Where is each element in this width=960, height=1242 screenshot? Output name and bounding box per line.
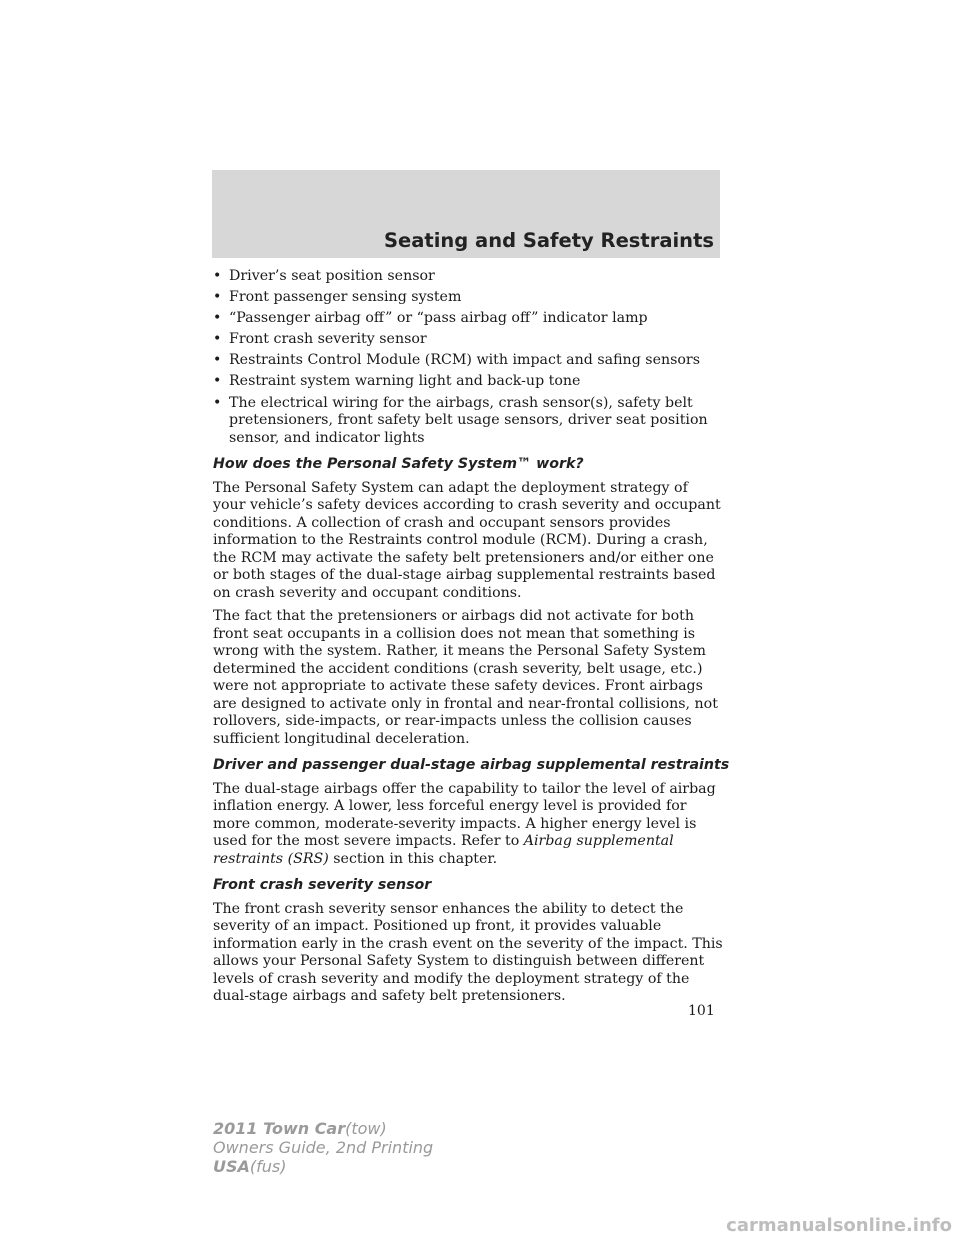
bullet-icon: • [213,394,222,411]
paragraph: The Personal Safety System can adapt the deployment strategy of your vehicle’s safety devices according to crash severity and occupant conditions. A collection of crash and occupant sensors provides information to the Restraints control module (RCM). During a crash, the RCM may activate the safety belt pretensioners and/or either one or both stages of the dual-stage airbag supplemental restraints based on crash severity and occupant conditions. [213,479,721,601]
footer-line: Owners Guide, 2nd Printing [213,1138,434,1157]
list-item: • Restraint system warning light and back-up tone [213,373,581,390]
list-item: • Restraints Control Module (RCM) with impact and safing sensors [213,352,700,369]
list-item: • Front crash severity sensor [213,331,427,348]
bullet-icon: • [213,310,222,327]
watermark: carmanualsonline.info [726,1215,952,1236]
paragraph: The front crash severity sensor enhances the ability to detect the severity of an impact. Positioned up front, it provides valuable information early in the crash event on the severity of the impact. This allows your Personal Safety System to distinguish between different levels of crash severity and modify the deployment strategy of the dual-stage airbags and safety belt pretensioners. [213,900,723,1005]
paragraph: The fact that the pretensioners or airbags did not activate for both front seat occupants in a collision does not mean that something is wrong with the system. Rather, it means the Personal Safety System determined the accident conditions (crash severity, belt usage, etc.) were not appropriate to activate these safety devices. Front airbags are designed to activate only in frontal and near-frontal collisions, not rollovers, side-impacts, or rear-impacts unless the collision causes sufficient longitudinal deceleration. [213,608,718,747]
footer-line: USA(fus) [213,1157,287,1176]
bullet-icon: • [213,331,222,348]
section-title: Seating and Safety Restraints [383,229,714,252]
footer-line: 2011 Town Car(tow) [213,1119,387,1138]
list-item: • Front passenger sensing system [213,289,462,306]
bullet-icon: • [213,373,222,390]
page-number: 101 [688,1003,715,1019]
heading-how-it-works: How does the Personal Safety System™ work? [213,456,584,473]
component-list [213,268,723,447]
bullet-icon: • [213,268,222,284]
cross-reference: Airbag supplemental restraints (SRS) [213,833,674,867]
document-footer [213,1119,433,1176]
bullet-icon: • [213,352,222,369]
list-item: • The electrical wiring for the airbags, crash sensor(s), safety belt pretensioners, front safety belt usage sensors, driver seat position sensor, and indicator lights [213,394,708,446]
bullet-icon: • [213,289,222,306]
list-item: • Driver’s seat position sensor [213,268,435,284]
list-item: • “Passenger airbag off” or “pass airbag off” indicator lamp [213,310,648,327]
heading-dual-stage-airbags: Driver and passenger dual-stage airbag supplemental restraints [213,757,730,774]
paragraph: The dual-stage airbags offer the capability to tailor the level of airbag inflation energy. A lower, less forceful energy level is provided for more common, moderate-severity impacts. A higher energy level is used for the most severe impacts. Refer to Airbag supplemental restraints (SRS) section in this chapter. [213,780,716,867]
page-content [213,268,730,1012]
section-header-band [212,170,720,258]
heading-front-crash-sensor: Front crash severity sensor [213,877,432,894]
